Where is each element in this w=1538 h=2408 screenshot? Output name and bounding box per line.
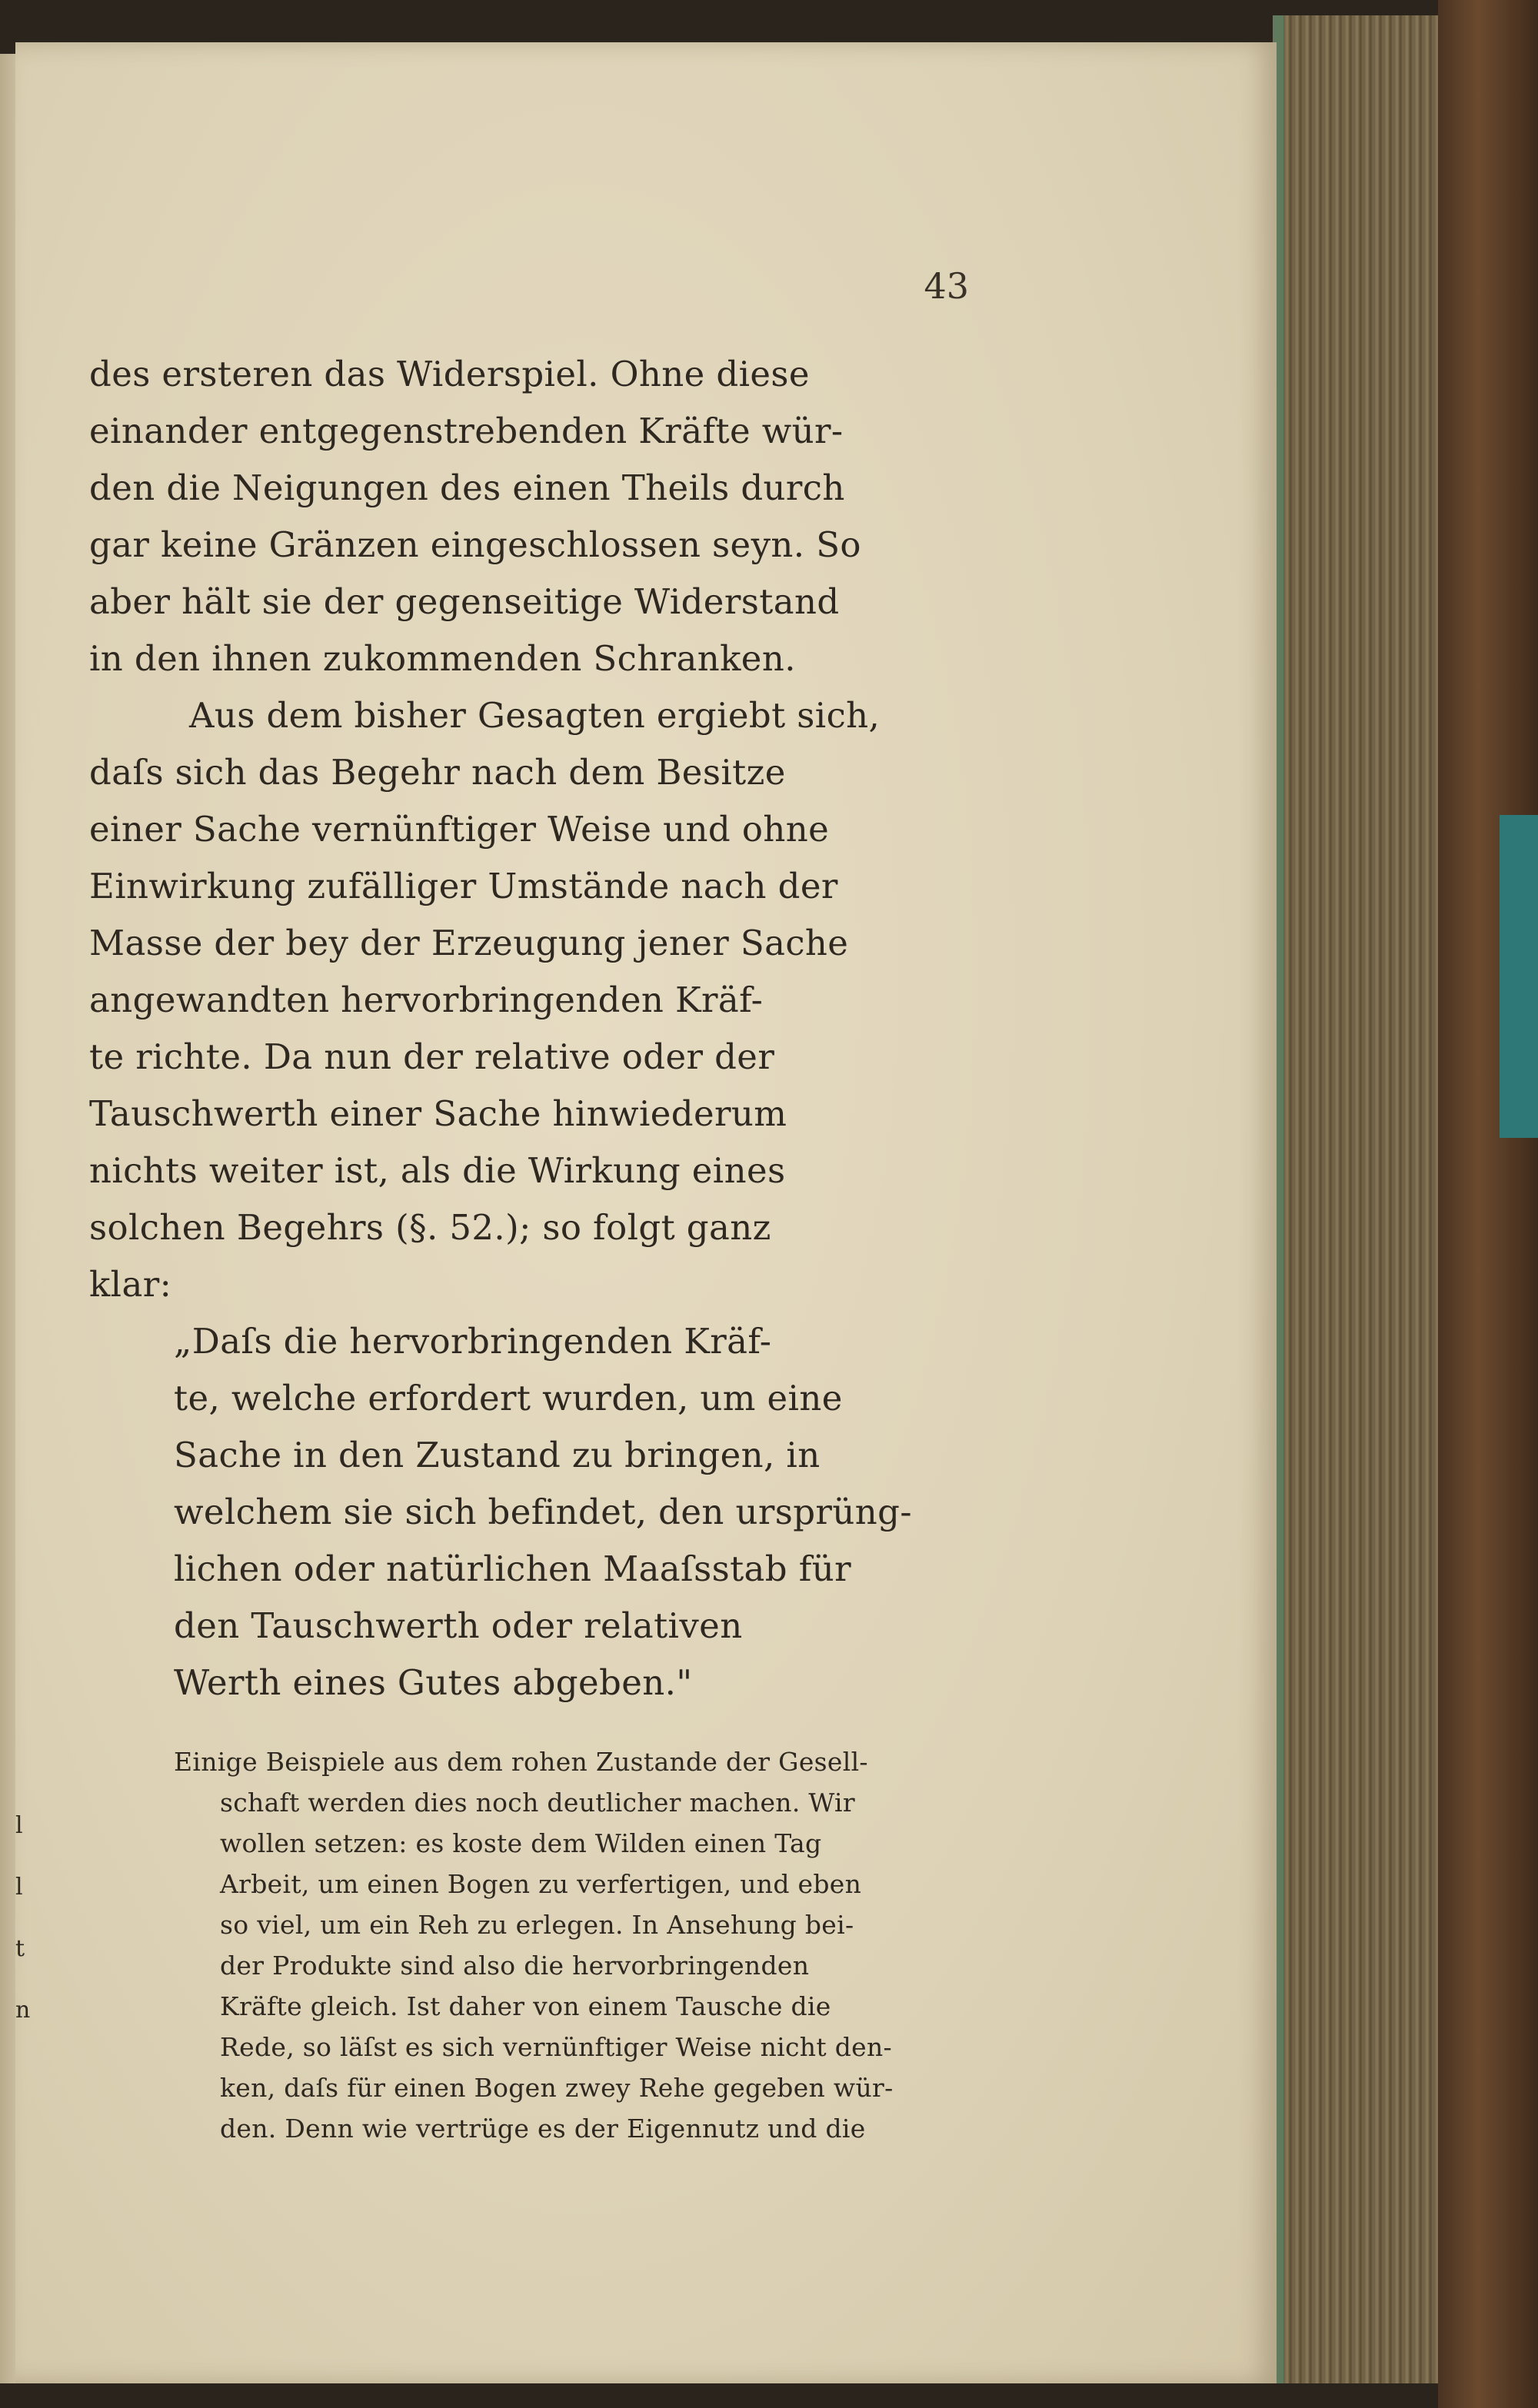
quote-line: den Tauschwerth oder relativen [174,1605,743,1646]
footnote-line: Rede, so läſst es sich vernünftiger Weise nicht den- [220,2032,892,2062]
quote-line: „Daſs die hervorbringenden Kräf- [174,1321,772,1362]
footnote-line: Arbeit, um einen Bogen zu verfertigen, und eben [220,1869,862,1899]
block-quote [89,1313,997,1711]
text-line: klar: [89,1264,172,1305]
text-line: in den ihnen zukommenden Schranken. [89,638,796,679]
margin-letter: l [15,1874,23,1901]
body-text [89,346,997,1711]
page-number: 43 [924,265,969,307]
quote-line: te, welche erfordert wurden, um eine [174,1378,843,1419]
book-page [15,42,1277,2383]
quote-line: Werth eines Gutes abgeben." [174,1662,693,1703]
facing-page-margin-letters [15,1795,34,2041]
footnote-line: so viel, um ein Reh zu erlegen. In Ansehung bei- [220,1910,854,1940]
bookmark-tab [1500,815,1538,1138]
text-line: aber hält sie der gegenseitige Widerstand [89,581,840,622]
text-line: solchen Begehrs (§. 52.); so folgt ganz [89,1207,771,1248]
text-line: einer Sache vernünftiger Weise und ohne [89,809,830,850]
footnote-line: Kräfte gleich. Ist daher von einem Tausche die [220,1991,831,2021]
text-line: Einwirkung zufälliger Umstände nach der [89,866,838,906]
book-cover [1438,0,1538,2408]
text-line: angewandten hervorbringenden Kräf- [89,979,764,1020]
quote-line: lichen oder natürlichen Maaſsstab für [174,1548,852,1589]
text-line: gar keine Gränzen eingeschlossen seyn. So [89,524,861,565]
margin-letter: n [15,1997,31,2024]
footnote-line: den. Denn wie vertrüge es der Eigennutz und die [220,2114,866,2144]
text-line: daſs sich das Begehr nach dem Besitze [89,752,786,793]
margin-letter: l [15,1812,23,1839]
text-line: Masse der bey der Erzeugung jener Sache [89,923,849,963]
footnote-line: Einige Beispiele aus dem rohen Zustande der Gesell- [174,1747,868,1777]
text-line: den die Neigungen des einen Theils durch [89,467,845,508]
footnote [174,1741,1012,2149]
text-line: einander entgegenstrebenden Kräfte wür- [89,411,844,451]
quote-line: Sache in den Zustand zu bringen, in [174,1435,821,1475]
text-line: des ersteren das Widerspiel. Ohne diese [89,354,810,394]
text-line: Aus dem bisher Gesagten ergiebt sich, [189,695,881,736]
margin-letter: t [15,1935,25,1962]
footnote-line: ken, daſs für einen Bogen zwey Rehe gegeben wür- [220,2073,894,2103]
text-line: nichts weiter ist, als die Wirkung eines [89,1150,786,1191]
text-line: Tauschwerth einer Sache hinwiederum [89,1093,787,1134]
footnote-line: der Produkte sind also die hervorbringenden [220,1951,810,1981]
text-line: te richte. Da nun der relative oder der [89,1036,775,1077]
footnote-line: schaft werden dies noch deutlicher machen. Wir [220,1788,855,1818]
quote-line: welchem sie sich befindet, den ursprüng- [174,1492,912,1532]
footnote-line: wollen setzen: es koste dem Wilden einen Tag [220,1828,822,1858]
